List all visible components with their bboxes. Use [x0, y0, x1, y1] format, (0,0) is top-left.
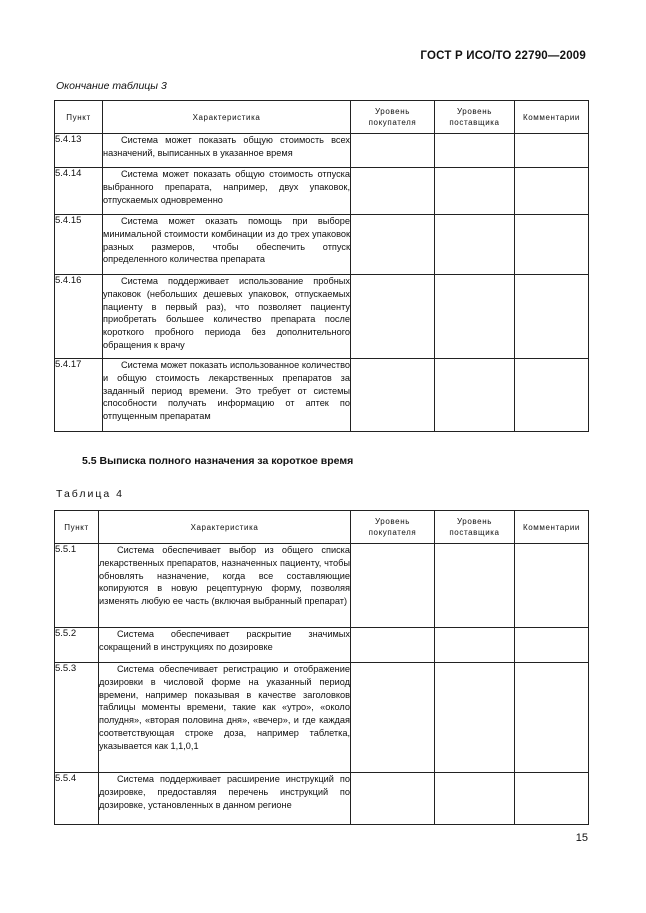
- col-header-characteristic: Характеристика: [99, 511, 351, 544]
- comments-cell: [515, 628, 589, 663]
- row-characteristic: Система может показать использованное количество и общую стоимость лекарственных препаратов за заданный период времени. Это требует от системы способности получать информацию от аптек по отпущенным препаратам: [103, 360, 350, 422]
- row-characteristic: Система может показать общую стоимость всех назначений, выписанных в указанное время: [103, 135, 350, 158]
- col-header-item: Пункт: [55, 101, 103, 134]
- col-header-item: Пункт: [55, 511, 99, 544]
- row-number: 5.4.15: [55, 215, 103, 275]
- table3-header-row: [55, 101, 589, 134]
- comments-cell: [515, 663, 589, 773]
- table4-caption: Таблица 4: [56, 488, 124, 500]
- table3-caption: Окончание таблицы 3: [56, 80, 167, 92]
- row-number: 5.5.2: [55, 628, 99, 663]
- comments-cell: [515, 359, 589, 432]
- row-number: 5.5.4: [55, 773, 99, 825]
- comments-cell: [515, 773, 589, 825]
- document-code: ГОСТ Р ИСО/ТО 22790—2009: [420, 50, 586, 62]
- comments-cell: [515, 275, 589, 359]
- table-row: [55, 359, 589, 432]
- row-characteristic: Система обеспечивает выбор из общего списка лекарственных препаратов, назначенных пациенту, чтобы обновлять назначение, когда все составляющие копируются в новую рецептурную форму, позволяя изменять любую ее часть (включая выбранный препарат): [99, 545, 350, 607]
- row-characteristic: Система обеспечивает раскрытие значимых сокращений в инструкциях по дозировке: [99, 629, 350, 652]
- supplier-level-cell: [435, 628, 515, 663]
- table-row: [55, 275, 589, 359]
- comments-cell: [515, 215, 589, 275]
- col-header-characteristic: Характеристика: [103, 101, 351, 134]
- col-header-comments: Комментарии: [515, 101, 589, 134]
- buyer-level-cell: [351, 275, 435, 359]
- buyer-level-cell: [351, 628, 435, 663]
- table-row: [55, 663, 589, 773]
- table-row: [55, 544, 589, 628]
- col-header-buyer-level: Уровень покупателя: [351, 101, 435, 134]
- buyer-level-cell: [351, 134, 435, 168]
- supplier-level-cell: [435, 663, 515, 773]
- supplier-level-cell: [435, 359, 515, 432]
- col-header-supplier-level: Уровень поставщика: [435, 101, 515, 134]
- row-characteristic: Система может показать общую стоимость отпуска выбранного препарата, например, двух упаковок, отпускаемых одновременно: [103, 169, 350, 205]
- row-characteristic: Система поддерживает расширение инструкций по дозировке, предоставляя перечень инструкций по дозировке, установленных в данном регионе: [99, 774, 350, 810]
- table-row: [55, 168, 589, 215]
- table-4: [54, 510, 589, 825]
- row-characteristic: Система может оказать помощь при выборе минимальной стоимости комбинации из до трех упаковок разных размеров, чтобы обеспечить отпуск определенного количества препарата: [103, 216, 350, 265]
- supplier-level-cell: [435, 544, 515, 628]
- row-number: 5.4.13: [55, 134, 103, 168]
- supplier-level-cell: [435, 168, 515, 215]
- table-row: [55, 628, 589, 663]
- table4-header-row: [55, 511, 589, 544]
- buyer-level-cell: [351, 663, 435, 773]
- supplier-level-cell: [435, 773, 515, 825]
- page-number: 15: [575, 832, 588, 844]
- row-number: 5.4.14: [55, 168, 103, 215]
- row-number: 5.5.3: [55, 663, 99, 773]
- table-3: [54, 100, 589, 432]
- col-header-supplier-level: Уровень поставщика: [435, 511, 515, 544]
- supplier-level-cell: [435, 215, 515, 275]
- buyer-level-cell: [351, 168, 435, 215]
- supplier-level-cell: [435, 275, 515, 359]
- col-header-comments: Комментарии: [515, 511, 589, 544]
- row-number: 5.4.16: [55, 275, 103, 359]
- section-title: 5.5 Выписка полного назначения за короткое время: [82, 455, 354, 467]
- buyer-level-cell: [351, 215, 435, 275]
- buyer-level-cell: [351, 359, 435, 432]
- comments-cell: [515, 168, 589, 215]
- comments-cell: [515, 134, 589, 168]
- row-characteristic: Система обеспечивает регистрацию и отображение дозировки в числовой форме на указанный период времени, например показывая в качестве заголовков таблицы моменты времени, такие как «утро», «около полудня», «вторая половина дня», «вечер», и где каждая соответствующая строке доза, например таблетка, указывается как 1,1,0,1: [99, 664, 350, 751]
- row-number: 5.4.17: [55, 359, 103, 432]
- row-number: 5.5.1: [55, 544, 99, 628]
- row-characteristic: Система поддерживает использование пробных упаковок (небольших дешевых упаковок, отпускаемых пациенту в первый раз), что позволяет пациенту приобретать большее количество препарата после короткого пробного периода без дополнительного обращения к врачу: [103, 276, 350, 350]
- buyer-level-cell: [351, 544, 435, 628]
- table-row: [55, 215, 589, 275]
- supplier-level-cell: [435, 134, 515, 168]
- table-row: [55, 773, 589, 825]
- table-row: [55, 134, 589, 168]
- comments-cell: [515, 544, 589, 628]
- buyer-level-cell: [351, 773, 435, 825]
- col-header-buyer-level: Уровень покупателя: [351, 511, 435, 544]
